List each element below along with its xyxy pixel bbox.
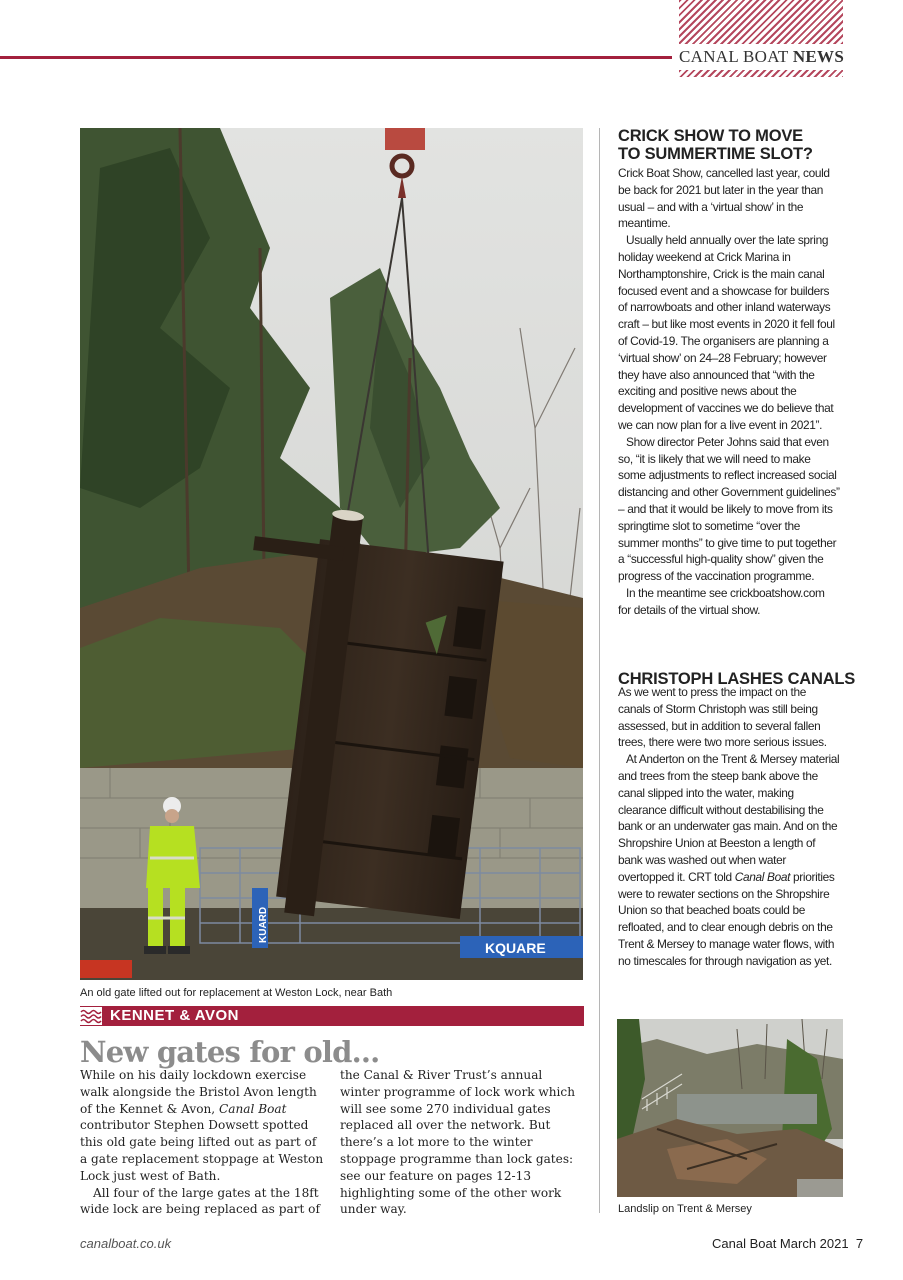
story2-headline: CHRISTOPH LASHES CANALS bbox=[618, 670, 856, 688]
category-label: KENNET & AVON bbox=[110, 1007, 240, 1024]
article-column-2: the Canal & River Trust’s annual winter programme of lock work which will see some 270 individual gates replaced all over the network. But there’s a lot more to the winter stoppage programme than lock gates: see our feature on pages 12-13 highlighting some of the other work under way. bbox=[340, 1068, 575, 1217]
landslip-photo-caption: Landslip on Trent & Mersey bbox=[618, 1203, 752, 1215]
header-hatch-decoration bbox=[679, 0, 843, 44]
article-headline: New gates for old... bbox=[80, 1035, 380, 1069]
header-rule bbox=[0, 56, 672, 59]
fence-brand-text: KQUARE bbox=[485, 940, 546, 956]
story1-headline: CRICK SHOW TO MOVE TO SUMMERTIME SLOT? bbox=[618, 127, 813, 163]
story1-body: Crick Boat Show, cancelled last year, could be back for 2021 but later in the year than usual – and with a ‘virtual show’ in the meantime. Usually held annually over the late spring holiday weekend at Crick Marina in Northamptonshire, Crick is the main canal focused event and a showcase for builders of narrowboats and other inland waterways craft – but like most events in 2020 it fell foul of Covid-19. The organisers are planning a ‘virtual show’ on 24–28 February; however they have also announced that “with the exciting and positive news about the development of vaccines we do believe that we can now plan for a live event in 2021”. Show director Peter Johns said that even so, “it is likely that we will need to make some adjustments to reflect increased social distancing and other Government guidelines” – and that it would be likely to move from its springtime slot to sometime “over the summer months” to give time to put together a “successful high-quality show” given the progress of the vaccination programme. In the meantime see crickboatshow.com for details of the virtual show. bbox=[618, 166, 840, 617]
main-photo-caption: An old gate lifted out for replacement at Weston Lock, near Bath bbox=[80, 987, 393, 999]
main-photo-weston-lock-gate bbox=[80, 128, 583, 980]
landslip-photo bbox=[617, 1019, 843, 1197]
story2-body: As we went to press the impact on the canals of Storm Christoph was still being assessed, but in addition to several fallen trees, there were two more serious issues. At Anderton on the Trent & Mersey material and trees from the steep bank above the canal slipped into the water, making clearance difficult without destabilising the bank or an underwater gas main. And on the Shropshire Union at Beeston a length of bank was washed out when water overtopped it. CRT told Canal Boat priorities were to rewater sections on the Shropshire Union so that beached boats could be refloated, and to clear enough debris on the Trent & Mersey to manage water flows, with no timescales for through navigation as yet. bbox=[618, 685, 840, 968]
article-column-1: While on his daily lockdown exercise walk alongside the Bristol Avon length of the Kennet & Avon, Canal Boat contributor Stephen Dowsett spotted this old gate being lifted out as part of a gate replacement stoppage at Weston Lock just west of Bath. All four of the large gates at the 18ft wide lock are being replaced as part of bbox=[80, 1068, 324, 1217]
section-heading: CANAL BOAT NEWS bbox=[679, 47, 845, 66]
page-number: 7 bbox=[855, 1236, 864, 1251]
column-divider bbox=[599, 128, 600, 1213]
category-bar bbox=[80, 1006, 584, 1026]
footer-website: canalboat.co.uk bbox=[80, 1236, 172, 1251]
footer-issue: Canal Boat March 2021 7 bbox=[712, 1236, 864, 1251]
section-heading-underline bbox=[679, 70, 843, 77]
waves-icon bbox=[80, 1007, 102, 1025]
fence-brand-text-2: KUARD bbox=[258, 906, 269, 943]
